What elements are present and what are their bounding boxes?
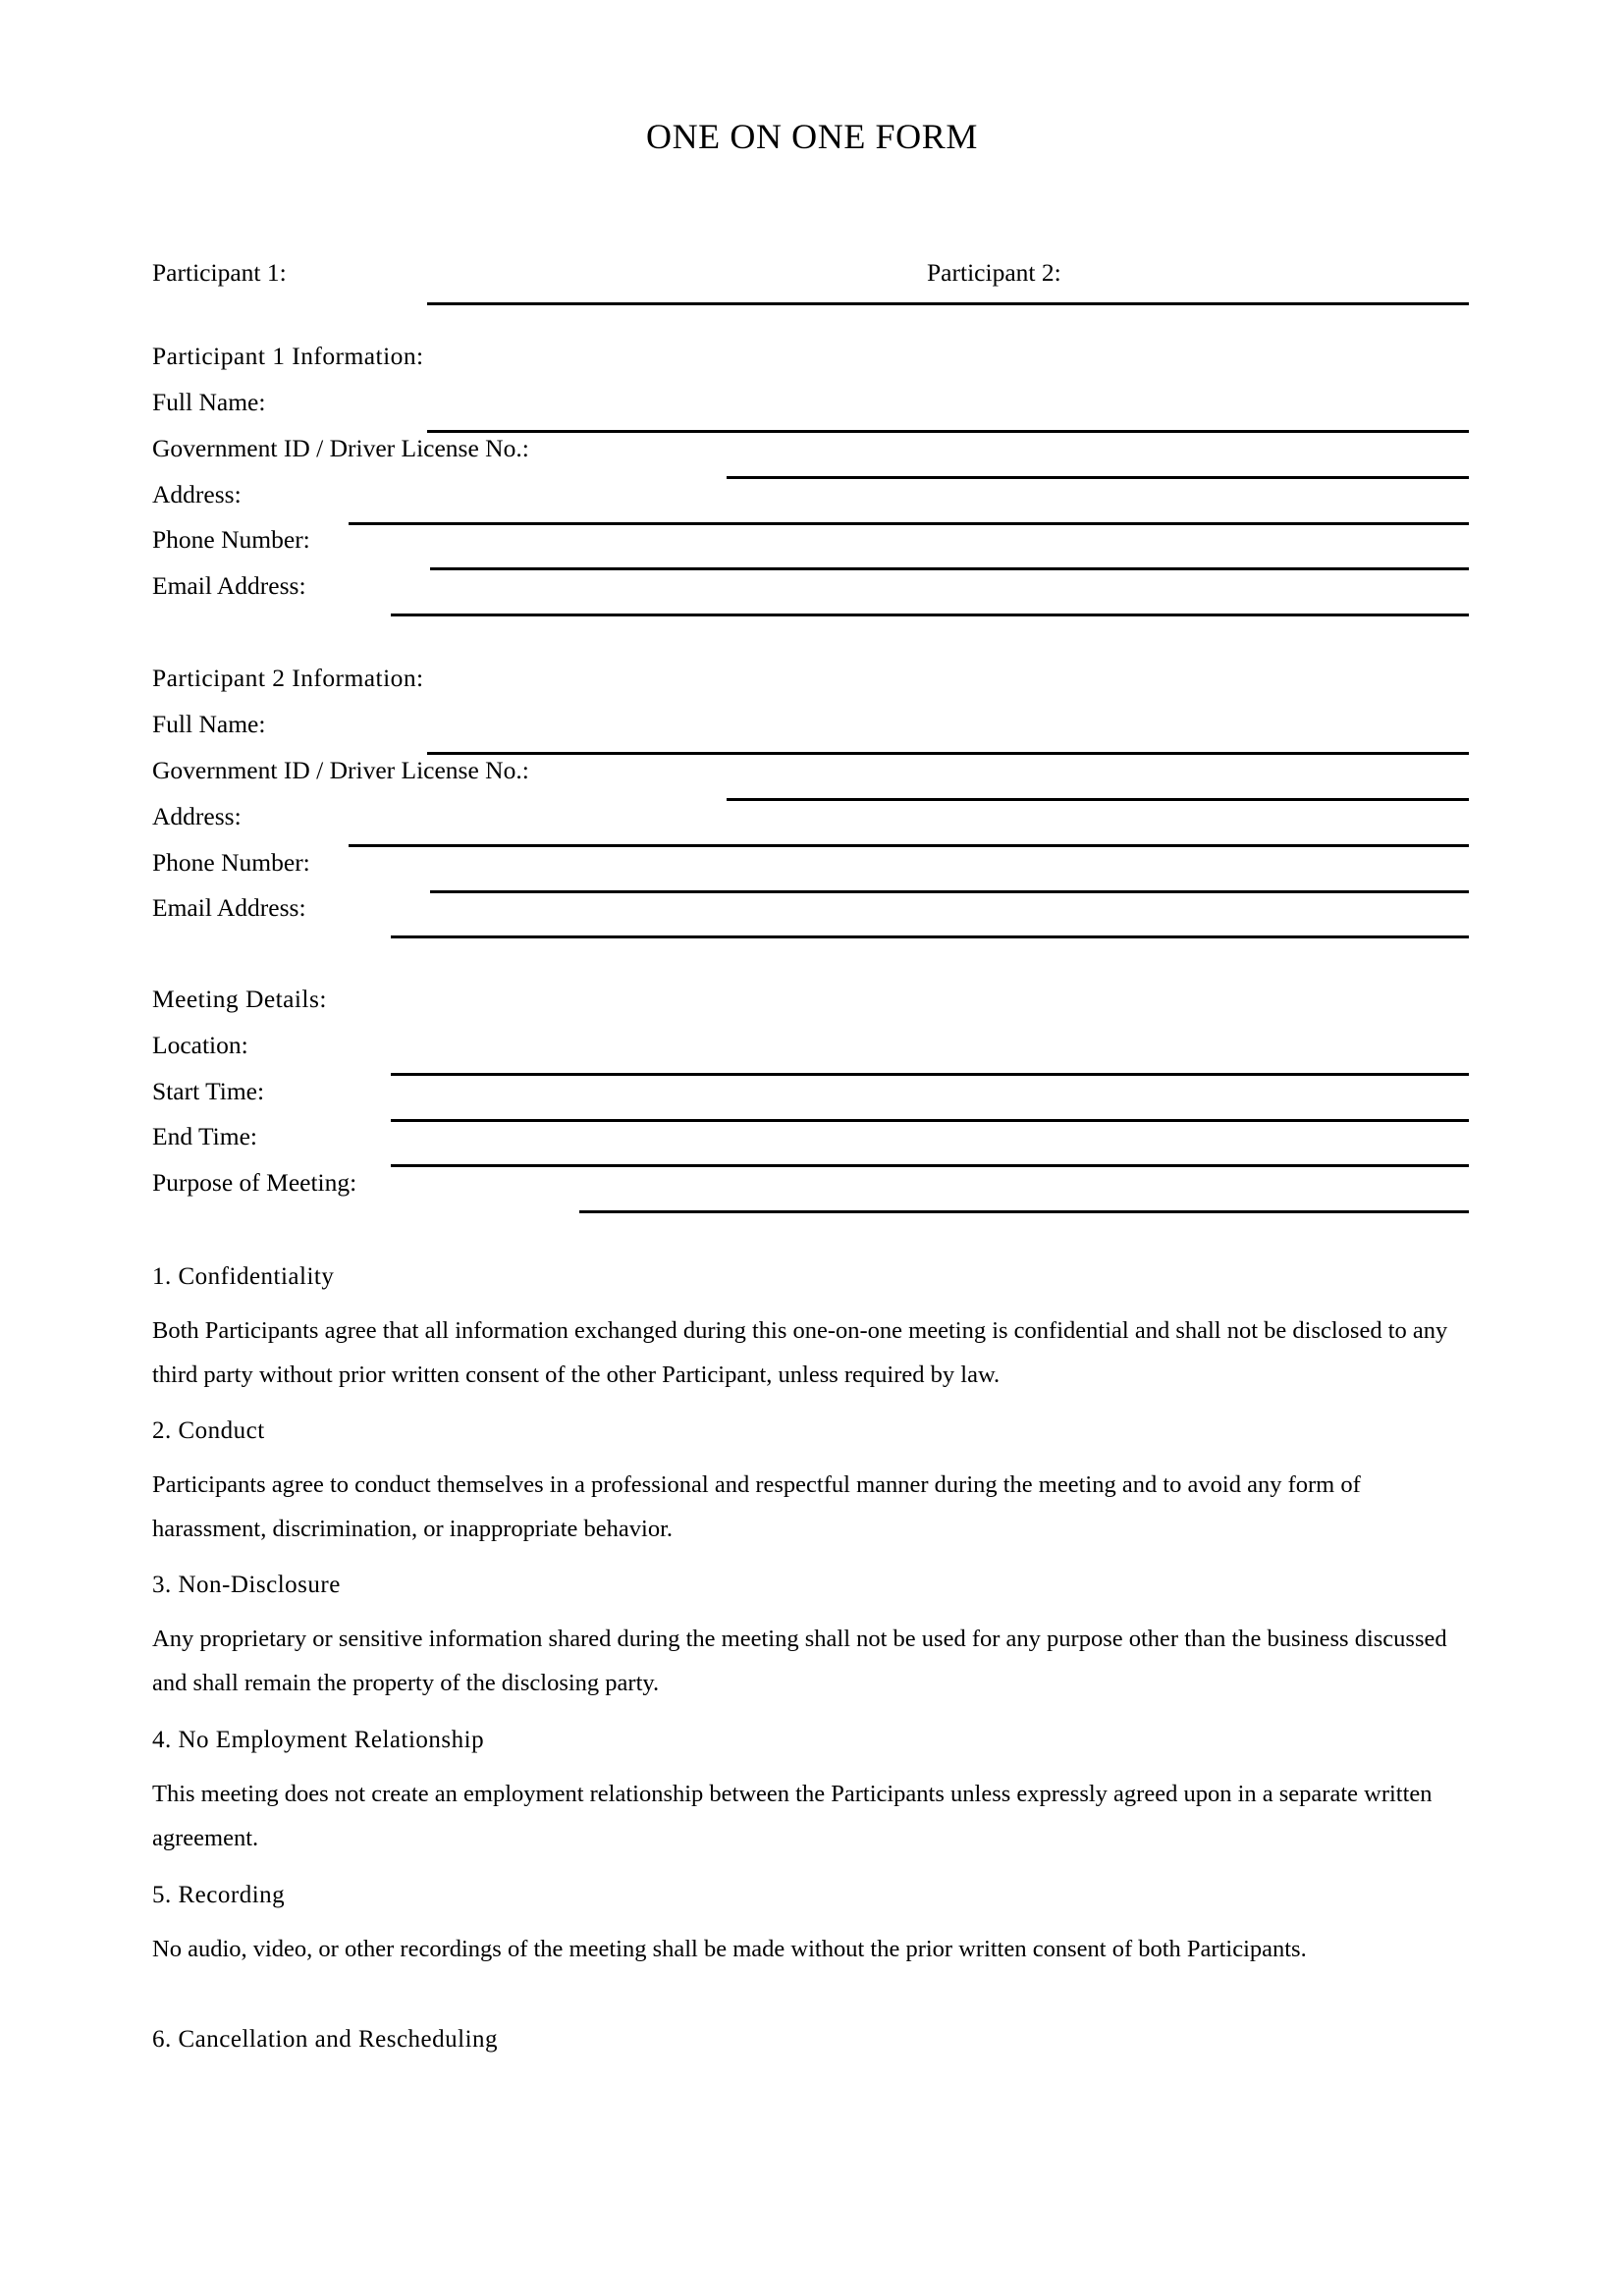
clause-body-non-disclosure: Any proprietary or sensitive information shared during the meeting shall not be used for any purpose other than the business discussed and shall remain the property of the disclosing party. xyxy=(152,1626,1447,1696)
field-line-p2-address[interactable] xyxy=(349,844,1469,847)
field-row-p1-email xyxy=(152,571,1469,616)
field-label-p2-phone: Phone Number: xyxy=(152,848,310,877)
field-row-p2-email xyxy=(152,893,1469,938)
field-label-start-time: Start Time: xyxy=(152,1077,265,1105)
field-label-p1-phone: Phone Number: xyxy=(152,525,310,554)
participant-header-write-line[interactable] xyxy=(427,302,1469,305)
field-row-p2-government-id xyxy=(152,756,1469,801)
field-row-p2-phone xyxy=(152,848,1469,893)
clause-body-conduct: Participants agree to conduct themselves in a professional and respectful manner during the meeting and to avoid any form of harassment, discrimination, or inappropriate behavior. xyxy=(152,1471,1361,1542)
field-label-p1-government-id: Government ID / Driver License No.: xyxy=(152,434,529,462)
field-row-p1-address xyxy=(152,480,1469,525)
field-line-p2-government-id[interactable] xyxy=(727,798,1469,801)
participant-2-label: Participant 2: xyxy=(927,258,1061,287)
field-line-p1-email[interactable] xyxy=(391,614,1469,616)
field-line-p2-full-name[interactable] xyxy=(427,752,1469,755)
field-row-start-time xyxy=(152,1077,1469,1122)
page-title: ONE ON ONE FORM xyxy=(645,117,978,156)
participant-1-label: Participant 1: xyxy=(152,258,287,287)
clause-body-recording: No audio, video, or other recordings of the meeting shall be made without the prior written consent of both Participants. xyxy=(152,1936,1307,1962)
field-row-p1-phone xyxy=(152,525,1469,570)
field-row-purpose-of-meeting xyxy=(152,1168,1469,1213)
field-label-p1-full-name: Full Name: xyxy=(152,388,266,416)
field-label-p2-government-id: Government ID / Driver License No.: xyxy=(152,756,529,784)
field-line-purpose-of-meeting[interactable] xyxy=(579,1210,1469,1213)
field-row-p2-full-name xyxy=(152,710,1469,755)
field-line-p2-email[interactable] xyxy=(391,935,1469,938)
section-heading-participant-1: Participant 1 Information: xyxy=(152,342,424,370)
field-row-p1-full-name xyxy=(152,388,1469,433)
clause-title-confidentiality: 1. Confidentiality xyxy=(152,1263,335,1290)
field-line-p1-full-name[interactable] xyxy=(427,430,1469,433)
field-label-purpose-of-meeting: Purpose of Meeting: xyxy=(152,1168,357,1197)
section-heading-participant-2: Participant 2 Information: xyxy=(152,664,424,692)
field-label-p1-email: Email Address: xyxy=(152,571,306,600)
field-label-p2-email: Email Address: xyxy=(152,893,306,922)
field-label-p1-address: Address: xyxy=(152,480,242,508)
section-heading-meeting-details: Meeting Details: xyxy=(152,985,327,1013)
field-row-p2-address xyxy=(152,802,1469,847)
field-line-end-time[interactable] xyxy=(391,1164,1469,1167)
participant-header-row xyxy=(152,258,1469,305)
field-row-location xyxy=(152,1031,1469,1076)
clause-body-no-employment-relationship: This meeting does not create an employment relationship between the Participants unless expressly agreed upon in a separate written agreement. xyxy=(152,1781,1433,1851)
clause-title-conduct: 2. Conduct xyxy=(152,1417,265,1444)
field-line-p1-government-id[interactable] xyxy=(727,476,1469,479)
clause-title-no-employment-relationship: 4. No Employment Relationship xyxy=(152,1727,485,1753)
field-label-p2-full-name: Full Name: xyxy=(152,710,266,738)
field-row-end-time xyxy=(152,1122,1469,1167)
clause-title-cancellation-and-rescheduling: 6. Cancellation and Rescheduling xyxy=(152,2026,499,2053)
field-label-end-time: End Time: xyxy=(152,1122,257,1150)
field-label-location: Location: xyxy=(152,1031,248,1059)
field-line-location[interactable] xyxy=(391,1073,1469,1076)
field-line-p1-phone[interactable] xyxy=(430,567,1469,570)
field-row-p1-government-id xyxy=(152,434,1469,479)
field-label-p2-address: Address: xyxy=(152,802,242,830)
clause-title-non-disclosure: 3. Non-Disclosure xyxy=(152,1572,341,1598)
clause-title-recording: 5. Recording xyxy=(152,1882,286,1908)
clause-body-confidentiality: Both Participants agree that all information exchanged during this one-on-one meeting is confidential and shall not be disclosed to any third party without prior written consent of the other Participant, unless required by law. xyxy=(152,1317,1448,1388)
